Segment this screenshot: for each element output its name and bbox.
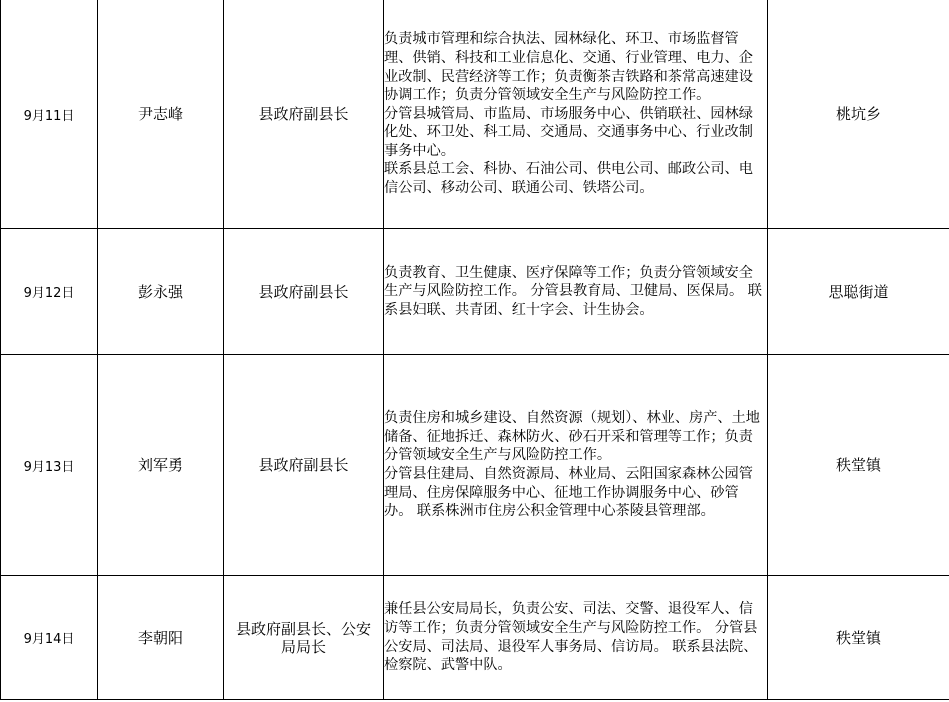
date-cell: 9月11日: [1, 0, 98, 229]
duty-paragraph: 兼任县公安局局长，负责公安、司法、交警、退役军人、信访等工作；负责分管领域安全生产与风险防控工作。 分管县公安局、司法局、退役军人事务局、信访局。 联系县法院、检察院、武警中队。: [384, 601, 758, 674]
title-cell: [224, 576, 384, 700]
place-cell: 秩堂镇: [768, 576, 949, 700]
date-cell: 9月14日: [1, 576, 98, 700]
place-cell: 桃坑乡: [768, 0, 949, 229]
name-cell: 尹志峰: [98, 0, 224, 229]
table-row: [1, 576, 949, 700]
title-text: 县政府副县长、公安局局长: [235, 619, 371, 656]
title-text: 县政府副县长: [258, 105, 349, 123]
place-cell: 思聪街道: [768, 229, 949, 355]
date-cell: 9月12日: [1, 229, 98, 355]
name-cell: 李朝阳: [98, 576, 224, 700]
place-cell: 秩堂镇: [768, 355, 949, 576]
schedule-body: [1, 0, 949, 700]
table-row: [1, 0, 949, 229]
duty-paragraph: 联系县总工会、科协、石油公司、供电公司、邮政公司、电信公司、移动公司、联通公司、铁塔公司。: [384, 161, 753, 197]
duty-cell: [384, 576, 768, 700]
duty-paragraph: 负责城市管理和综合执法、园林绿化、环卫、市场监督管理、供销、科技和工业信息化、交通、行业管理、电力、企业改制、民营经济等工作；负责衡茶吉铁路和茶常高速建设协调工作；负责分管领域安全生产与风险防控工作。: [384, 31, 753, 104]
duty-cell: [384, 0, 768, 229]
title-text: 县政府副县长: [258, 456, 349, 474]
title-cell: [224, 355, 384, 576]
date-cell: 9月13日: [1, 355, 98, 576]
duty-cell: [384, 229, 768, 355]
name-cell: 彭永强: [98, 229, 224, 355]
duty-cell: [384, 355, 768, 576]
title-text: 县政府副县长: [258, 282, 349, 301]
duty-paragraph: 分管县城管局、市监局、市场服务中心、供销联社、园林绿化处、环卫处、科工局、交通局、交通事务中心、行业改制事务中心。: [384, 105, 753, 159]
duty-paragraph: 分管县住建局、自然资源局、林业局、云阳国家森林公园管理局、住房保障服务中心、征地工作协调服务中心、砂管办。 联系株洲市住房公积金管理中心茶陵县管理部。: [384, 466, 753, 520]
title-cell: [224, 0, 384, 229]
table-row: [1, 229, 949, 355]
table-row: [1, 355, 949, 576]
title-cell: [224, 229, 384, 355]
duty-paragraph: 负责教育、卫生健康、医疗保障等工作；负责分管领域安全生产与风险防控工作。 分管县教育局、卫健局、医保局。 联系县妇联、共青团、红十字会、计生协会。: [384, 264, 762, 318]
name-cell: 刘军勇: [98, 355, 224, 576]
duty-paragraph: 负责住房和城乡建设、自然资源（规划）、林业、房产、土地储备、征地拆迁、森林防火、砂石开采和管理等工作；负责分管领域安全生产与风险防控工作。: [384, 410, 760, 464]
